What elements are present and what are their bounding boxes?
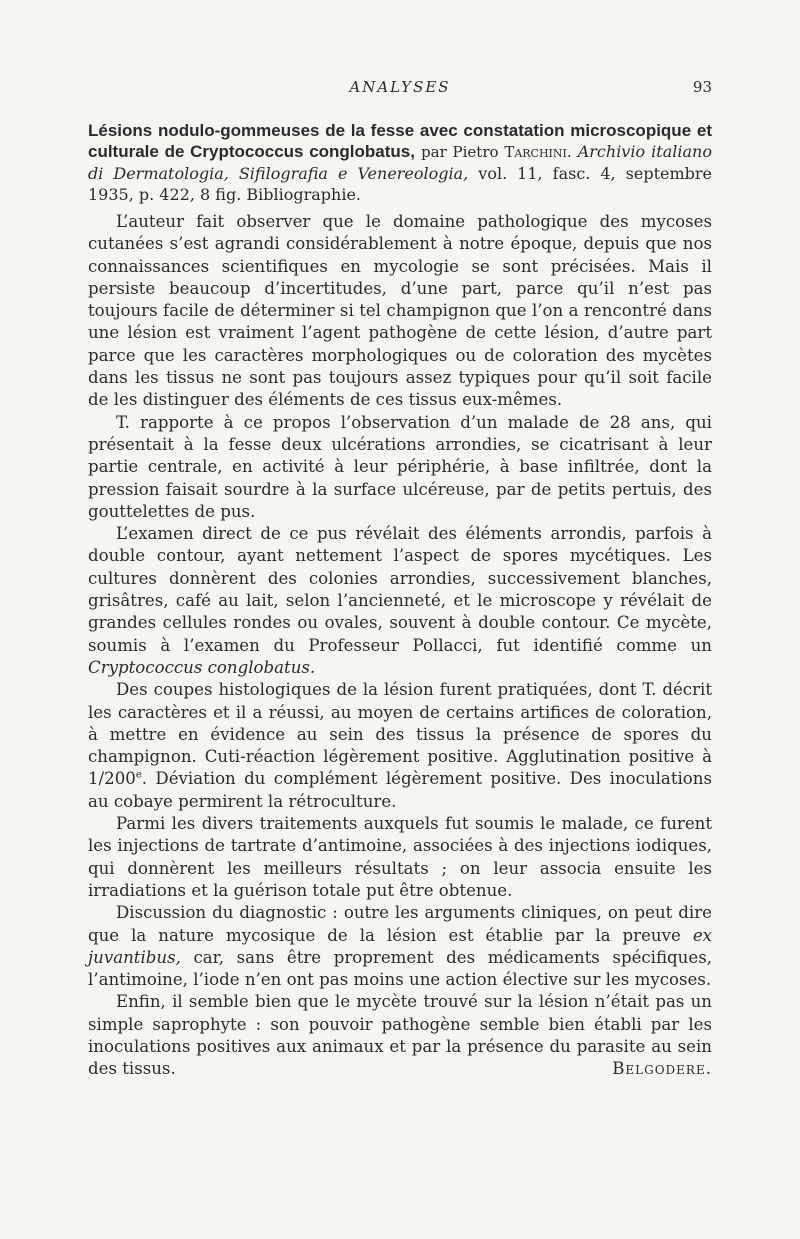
paragraph-7-text: Enfin, il semble bien que le mycète trouvé sur la lésion n’était pas un simple saprophyte : son pouvoir pathogène semble bien établi par les inoculations positives aux animaux et par la présence du parasite au sein des tissus. bbox=[88, 992, 712, 1079]
paragraph-6-text-a: Discussion du diagnostic : outre les arguments cliniques, on peut dire que la nature mycosique de la lésion est établie par la preuve bbox=[88, 903, 712, 945]
running-title: ANALYSES bbox=[349, 78, 451, 96]
issue-details: fasc. 4, septembre 1935, p. 422, 8 fig. Bibliographie. bbox=[88, 164, 712, 204]
paragraph-6-text-b: car, sans être proprement des médicaments spécifiques, l’antimoine, l’iode n’en ont pas moins une action élective sur les mycoses. bbox=[88, 947, 712, 990]
paragraph-3-text: L’examen direct de ce pus révélait des éléments arrondis, parfois à double contour, ayant nettement l’aspect de spores mycétiques. Les cultures donnèrent des colonies arrondies, successivement blanches, grisâtres, café au lait, selon l’ancienneté, et le microscope y révélait de grandes cellules rondes ou ovales, souvent à double contour. Ce mycète, soumis à l’examen du Professeur Pollacci, fut identifié comme un bbox=[88, 524, 712, 655]
paragraph-6 bbox=[88, 902, 712, 991]
paragraph-3 bbox=[88, 523, 712, 679]
latin-phrase: ex juvantibus, bbox=[88, 925, 712, 967]
paragraph-7 bbox=[88, 991, 712, 1080]
paragraph-2: T. rapporte à ce propos l’observation d’un malade de 28 ans, qui présentait à la fesse deux ulcérations arrondies, se cicatrisant à leur partie centrale, en activité à leur périphérie, à base infiltrée, dont la pression faisait sourdre à la surface ulcéreuse, par de petits pertuis, des gouttelettes de pus. bbox=[88, 412, 712, 521]
article-headline bbox=[88, 120, 712, 205]
paragraph-4 bbox=[88, 679, 712, 813]
paragraph-4-text-b: . Déviation du complément légèrement positive. Des inoculations au cobaye permirent la rétroculture. bbox=[88, 769, 712, 811]
paragraph-1: L’auteur fait observer que le domaine pathologique des mycoses cutanées s’est agrandi considérablement à notre époque, depuis que nos connaissances scientifiques en mycologie se sont précisées. Mais il persiste beaucoup d’incertitudes, d’une part, parce qu’il n’est pas toujours facile de déterminer si tel champignon que l’on a rencontré dans une lésion est vraiment l’agent pathogène de cette lésion, d’autre part parce que les caractères morphologiques ou de coloration des mycètes dans les tissus ne sont pas toujours assez typiques pour qu’il soit facile de les distinguer des éléments de ces tissus eux-mêmes. bbox=[88, 212, 712, 410]
author-name: Tarchini. bbox=[504, 143, 572, 161]
page-number: 93 bbox=[692, 78, 712, 96]
author-prefix: par Pietro bbox=[421, 143, 499, 161]
volume-label: vol. bbox=[478, 164, 508, 183]
species-name: Cryptococcus conglobatus. bbox=[88, 657, 316, 677]
article-title: Lésions nodulo-gommeuses de la fesse avec constatation microscopique et culturale de Cryptococcus conglobatus, bbox=[88, 121, 712, 161]
reviewer-signature: Belgodere. bbox=[612, 1059, 712, 1079]
running-head bbox=[0, 78, 800, 102]
paragraph-5: Parmi les divers traitements auxquels fut soumis le malade, ce furent les injections de tartrate d’antimoine, associées à des injections iodiques, qui donnèrent les meilleurs résultats ; on leur associa ensuite les irradiations et la guérison totale put être obtenue. bbox=[88, 814, 712, 900]
paragraph-4-text-a: Des coupes histologiques de la lésion furent pratiquées, dont T. décrit les caractères et il a réussi, au moyen de certains artifices de coloration, à mettre en évidence au sein des tissus la présence de spores du champignon. Cuti-réaction légèrement positive. Agglutination positive à 1/200 bbox=[88, 680, 712, 789]
author-line bbox=[421, 143, 572, 161]
ordinal-superscript: e bbox=[135, 769, 142, 781]
journal-name: Archivio italiano di Dermatologia, Sifilografia e Venereologia, bbox=[88, 142, 712, 183]
article-review bbox=[88, 120, 712, 1081]
volume-number: 11, bbox=[517, 164, 543, 183]
